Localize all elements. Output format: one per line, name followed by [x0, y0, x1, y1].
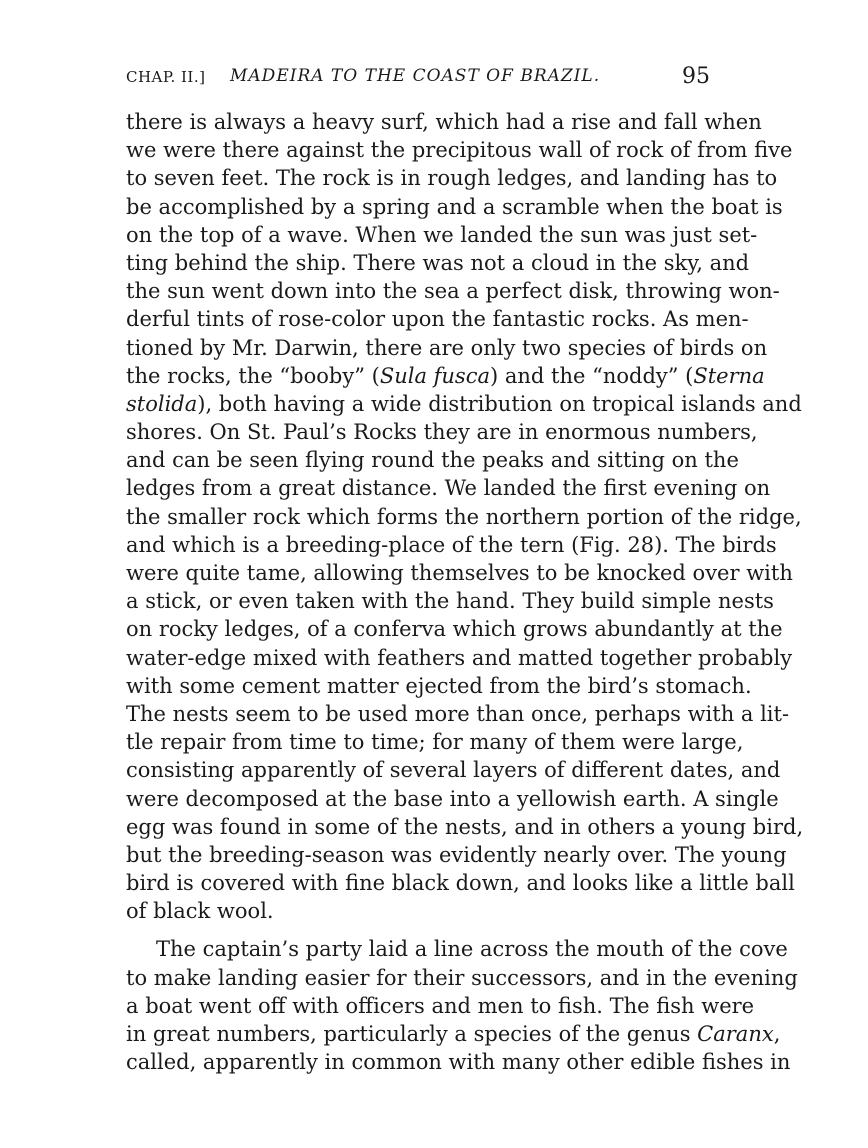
text-line: ledges from a great distance. We landed the first evening on	[126, 476, 771, 501]
text-line: tioned by Mr. Darwin, there are only two species of birds on	[126, 335, 768, 360]
text-line: and which is a breeding-place of the tern (Fig. 28). The birds	[126, 532, 777, 557]
text-line: The captain’s party laid a line across the mouth of the cove	[156, 937, 788, 962]
paragraph	[126, 935, 798, 1076]
text-line: in great numbers, particularly a species of the genus Caranx,	[126, 1022, 781, 1046]
text-line: we were there against the precipitous wall of rock of from five	[126, 138, 793, 163]
text-line: but the breeding-season was evidently nearly over. The young	[126, 842, 787, 867]
text-line: and can be seen flying round the peaks and sitting on the	[126, 448, 739, 473]
text-line: were quite tame, allowing themselves to be knocked over with	[126, 561, 793, 585]
text-line: a boat went off with officers and men to fish. The fish were	[126, 993, 755, 1018]
body-text	[126, 108, 804, 1076]
text-line: be accomplished by a spring and a scramble when the boat is	[126, 194, 783, 219]
running-title: MADEIRA TO THE COAST OF BRAZIL.	[230, 66, 601, 86]
text-line: consisting apparently of several layers of different dates, and	[126, 758, 781, 783]
text-line: stolida), both having a wide distribution on tropical islands and	[126, 391, 802, 416]
page-number: 95	[682, 64, 710, 89]
text-line: water-edge mixed with feathers and matted together probably	[126, 645, 793, 670]
text-line: tle repair from time to time; for many of them were large,	[126, 730, 744, 755]
text-line: a stick, or even taken with the hand. They build simple nests	[126, 589, 774, 614]
text-line: the smaller rock which forms the northern portion of the ridge,	[126, 504, 802, 529]
text-line: derful tints of rose-color upon the fantastic rocks. As men-	[126, 307, 749, 332]
text-line: were decomposed at the base into a yellowish earth. A single	[126, 786, 779, 811]
paragraph	[126, 108, 804, 925]
text-line: to make landing easier for their successors, and in the evening	[126, 965, 798, 990]
text-line: egg was found in some of the nests, and in others a young bird,	[126, 814, 804, 839]
text-line: on rocky ledges, of a conferva which grows abundantly at the	[126, 617, 783, 642]
text-line: The nests seem to be used more than once, perhaps with a lit-	[126, 701, 790, 726]
text-line: bird is covered with fine black down, and looks like a little ball	[126, 871, 795, 896]
text-line: on the top of a wave. When we landed the sun was just set-	[126, 222, 758, 247]
text-line: the sun went down into the sea a perfect disk, throwing won-	[126, 279, 780, 304]
text-line: the rocks, the “booby” (Sula fusca) and the “noddy” (Sterna	[126, 363, 765, 388]
text-line: ting behind the ship. There was not a cloud in the sky, and	[126, 250, 750, 275]
text-line: shores. On St. Paul’s Rocks they are in enormous numbers,	[126, 420, 758, 445]
text-line: of black wool.	[126, 899, 274, 924]
text-line: with some cement matter ejected from the bird’s stomach.	[126, 673, 752, 698]
chapter-label: CHAP. II.]	[126, 68, 206, 86]
text-line: there is always a heavy surf, which had a rise and fall when	[126, 110, 762, 134]
text-line: called, apparently in common with many other edible fishes in	[126, 1050, 791, 1075]
text-line: to seven feet. The rock is in rough ledges, and landing has to	[126, 166, 778, 191]
running-head	[126, 66, 722, 92]
